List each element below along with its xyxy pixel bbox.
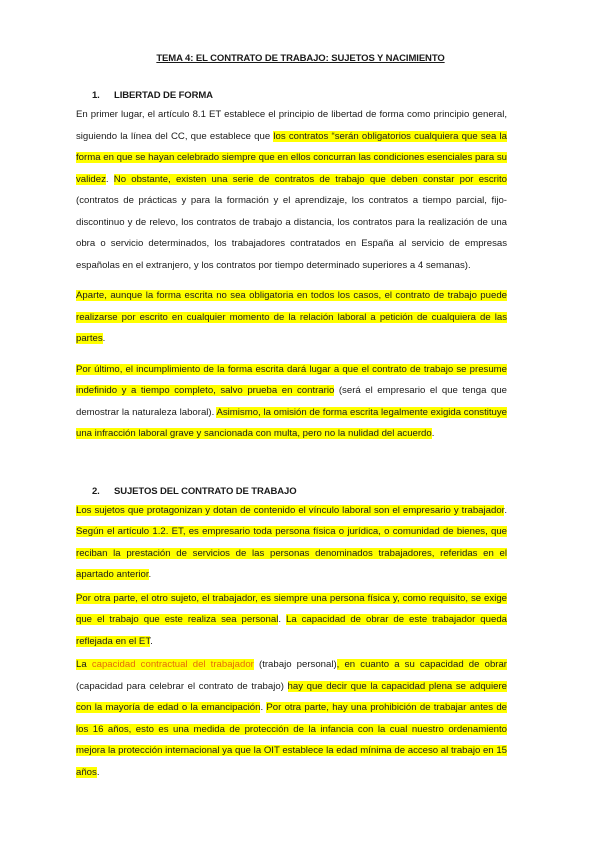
text-run: . [102, 333, 106, 344]
highlighted-text: los contratos “serán obligatorios cualquiera que sea la forma en que se hayan celebrado siempre que en ellos concurran las condiciones esenciales para su validez [76, 130, 507, 185]
text-run: . [504, 504, 507, 516]
section-heading-libertad-de-forma [76, 90, 507, 101]
paragraph-sujetos-2 [76, 588, 507, 653]
paragraph-sujetos-1 [76, 500, 507, 586]
text-run: . [105, 173, 114, 185]
highlighted-text: , en cuanto a su capacidad de obrar [336, 659, 508, 670]
highlighted-orange-text: capacidad contractual del trabajador [91, 659, 254, 670]
highlighted-text: Aparte, aunque la forma escrita no sea obligatoria en todos los casos, el contrato de trabajo puede realizarse por escrito en cualquier momento de la relación laboral a petición de cualquiera de las partes [76, 290, 507, 344]
section-heading-text: LIBERTAD DE FORMA [114, 90, 213, 101]
text-run: En primer lugar, el artículo 8.1 ET establece el principio de libertad de forma como principio general, siguiendo la línea del CC, que establece que [76, 109, 507, 142]
text-run: . [96, 766, 100, 778]
highlighted-text: Por otra parte, hay una prohibición de trabajar antes de los 16 años, esto es una medida de protección de la infancia con la cual nuestro ordenamiento mejora la protección internacional ya que la OIT establece la edad mínima de acceso al trabajo en 15 años [76, 702, 507, 778]
text-run: (capacidad para celebrar el contrato de trabajo) [76, 680, 288, 692]
highlighted-text: Los sujetos que protagonizan y dotan de contenido el vínculo laboral son el empresario y trabajador [76, 504, 505, 516]
highlighted-text: hay que decir que la capacidad plena se adquiere con la mayoría de edad o la emancipación [76, 680, 507, 713]
text-run: . [431, 428, 435, 439]
text-run: . [150, 635, 153, 647]
highlighted-text: No obstante, existen una serie de contratos de trabajo que deben constar por escrito [113, 173, 507, 185]
text-run: . [148, 569, 152, 580]
highlighted-text: Según el artículo 1.2. ET, es empresario toda persona física o jurídica, o comunidad de bienes, que reciban la prestación de servicios de las personas denominados trabajadores, referidas en el apartado anterior [76, 526, 507, 580]
paragraph-libertad-1 [76, 104, 507, 276]
paragraph-libertad-2 [76, 285, 507, 350]
text-run: (trabajo personal) [253, 659, 337, 670]
text-run: . [278, 614, 286, 625]
highlighted-text: Asimismo, la omisión de forma escrita legalmente exigida constituye una infracción laboral grave y sancionada con multa, pero no la nulidad del acuerdo [76, 406, 508, 439]
paragraph-libertad-3 [76, 359, 507, 445]
text-run: (contratos de prácticas y para la formación y el aprendizaje, los contratos a tiempo parcial, fijo-discontinuo y de relevo, los contratos de trabajo a distancia, los contratos para la realización de una obra o servicio determinados, los trabajadores contratados en España al servicio de empresas españolas en el extranjero, y los contratos por tiempo determinado superiores a 4 semanas). [76, 195, 507, 271]
section-heading-text: SUJETOS DEL CONTRATO DE TRABAJO [114, 485, 297, 497]
text-run: (será el empresario el que tenga que demostrar la naturaleza laboral). [76, 385, 507, 418]
section-number: 1. [92, 90, 100, 101]
section-heading-sujetos [76, 486, 507, 497]
highlighted-text: Por otra parte, el otro sujeto, el trabajador, es siempre una persona física y, como requisito, se exige que el trabajo que este realiza sea personal [76, 592, 507, 625]
document-title: TEMA 4: EL CONTRATO DE TRABAJO: SUJETOS Y NACIMIENTO [156, 53, 445, 64]
paragraph-sujetos-3 [76, 654, 507, 783]
section-number: 2. [92, 485, 100, 497]
highlighted-text: La capacidad de obrar de este trabajador queda reflejada en el ET [76, 614, 507, 647]
highlighted-text: La [76, 659, 92, 670]
highlighted-text: Por último, el incumplimiento de la forma escrita dará lugar a que el contrato de trabajo se presume indefinido y a tiempo completo, salvo prueba en contrario [76, 363, 507, 396]
text-run: . [260, 702, 267, 713]
